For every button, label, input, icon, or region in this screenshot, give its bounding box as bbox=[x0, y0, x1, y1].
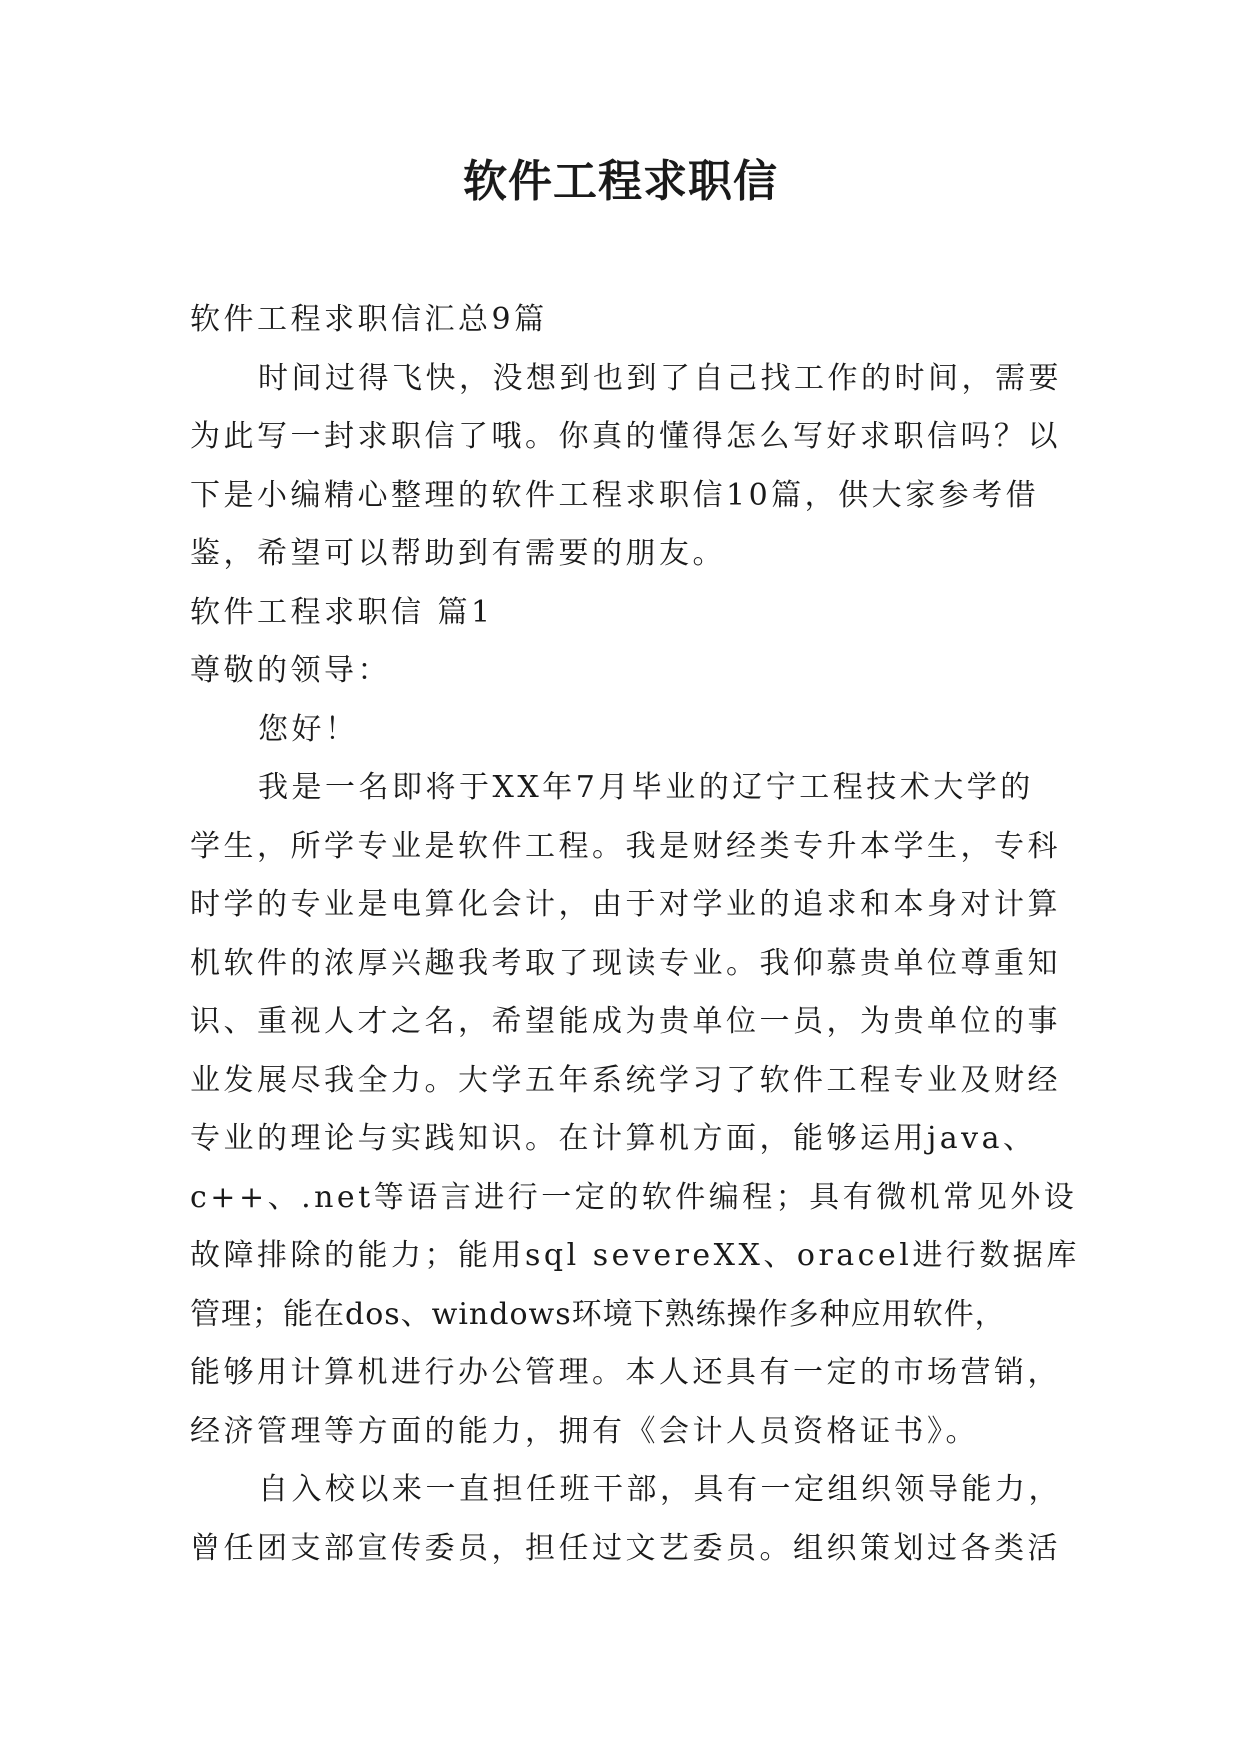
paragraph-line: 业发展尽我全力。大学五年系统学习了软件工程专业及财经 bbox=[190, 1062, 1061, 1098]
paragraph-line: 下是小编精心整理的软件工程求职信10篇，供大家参考借 bbox=[190, 477, 1040, 513]
subtitle-line: 软件工程求职信汇总9篇 bbox=[190, 302, 548, 337]
paragraph-line: 学生，所学专业是软件工程。我是财经类专升本学生，专科 bbox=[190, 828, 1061, 864]
paragraph-line: 机软件的浓厚兴趣我考取了现读专业。我仰慕贵单位尊重知 bbox=[190, 945, 1061, 981]
paragraph-line: 时学的专业是电算化会计，由于对学业的追求和本身对计算 bbox=[190, 887, 1061, 922]
document-body bbox=[190, 291, 1080, 1578]
salutation: 尊敬的领导： bbox=[190, 653, 391, 688]
paragraph-line: 管理；能在dos、windows环境下熟练操作多种应用软件， bbox=[190, 1296, 1006, 1332]
paragraph-line: 识、重视人才之名，希望能成为贵单位一员，为贵单位的事 bbox=[190, 1004, 1061, 1039]
paragraph-line: 我是一名即将于XX年7月毕业的辽宁工程技术大学的 bbox=[258, 770, 1034, 805]
paragraph-line: 故障排除的能力；能用sql severeXX、oracel进行数据库 bbox=[190, 1238, 1080, 1273]
paragraph-line: 时间过得飞快，没想到也到了自己找工作的时间，需要 bbox=[258, 360, 1062, 396]
paragraph-line: 为此写一封求职信了哦。你真的懂得怎么写好求职信吗？以 bbox=[190, 419, 1061, 454]
paragraph-line: 经济管理等方面的能力，拥有《会计人员资格证书》。 bbox=[190, 1413, 979, 1449]
paragraph-line: 曾任团支部宣传委员，担任过文艺委员。组织策划过各类活 bbox=[190, 1530, 1061, 1566]
greeting: 您好！ bbox=[258, 711, 359, 747]
document-title: 软件工程求职信 bbox=[463, 156, 778, 207]
section-heading: 软件工程求职信 篇1 bbox=[190, 594, 494, 630]
paragraph-line: 自入校以来一直担任班干部，具有一定组织领导能力， bbox=[258, 1472, 1062, 1507]
paragraph-line: 能够用计算机进行办公管理。本人还具有一定的市场营销， bbox=[190, 1355, 1061, 1390]
paragraph-line: 专业的理论与实践知识。在计算机方面，能够运用java、 bbox=[190, 1121, 1037, 1156]
paragraph-line: c++、.net等语言进行一定的软件编程；具有微机常见外设 bbox=[190, 1179, 1078, 1215]
paragraph-line: 鉴，希望可以帮助到有需要的朋友。 bbox=[190, 536, 726, 571]
